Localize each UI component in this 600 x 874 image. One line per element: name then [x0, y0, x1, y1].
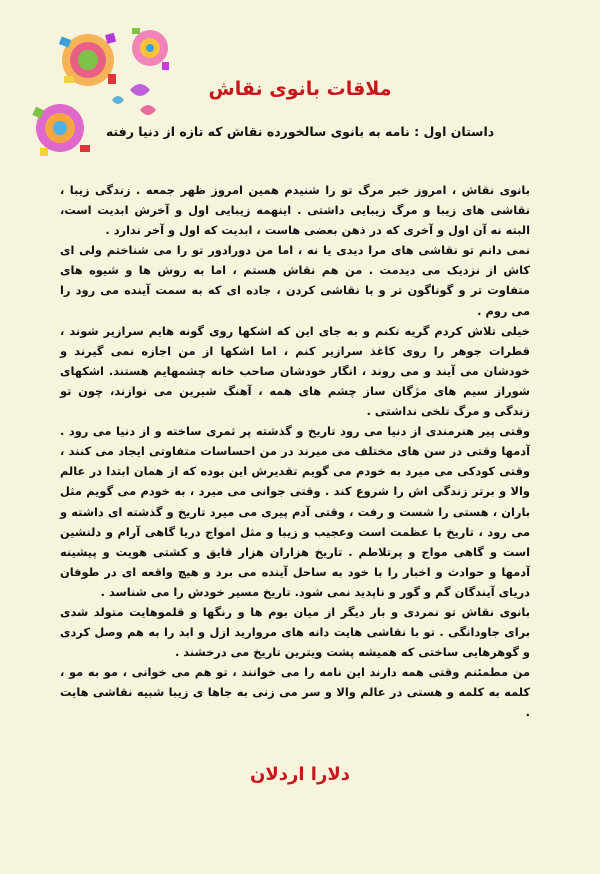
paragraph: من مطمئنم وقتی همه دارند این نامه را می خوانند ، تو هم می خوانی ، مو به مو ، کلمه به کلمه و هستی در عالم والا و سر می زنی به جاها ی زیبا شبیه نقاشی هایت . — [60, 665, 530, 720]
flower-small-top — [132, 28, 169, 70]
letter-body — [60, 180, 530, 723]
signature: دلارا اردلان — [250, 764, 350, 785]
paragraph: خیلی تلاش کردم گریه نکنم و به جای این که اشکها روی گونه هایم سرازیر شوند ، قطرات جوهر را روی کاغذ سرازیر کنم ، اما اشکها از من اجازه نمی گیرند و خودشان می آیند و می روند ، انگار خودشان صاحب خانه چشمهایم هستند. اشکهای شوراز سیم های مژگان ساز چشم های همه ، آهنگ شیرین می نوازند، چون تو زندگی و مرگ تلخی نداشتی . — [60, 323, 530, 419]
paragraph: وقتی پیر هنرمندی از دنیا می رود تاریخ و گذشته پر ثمری ساخته و از دنیا می رود . آدمها وقتی در سن های مختلف می میرند در من احساسات متفاوتی ایجاد می کنند ، وقتی کودکی می میرد به خودم می گویم تقدیرش این بوده که از همان ابتدا در عالم والا و برتر زندگی اش را شروع کند . وقتی جوانی می میرد ، به خودم می گویم مثل باران ، هستی را شست و رفت ، وقتی آدم پیری می میرد تاریخ و گذشته ای داشته و می رود ، تاریخ با عظمت است وعجیب و زیبا و مثل امواج دریا گاهی آرام و دلنشین است و گاهی مواج و پرتلاطم . تاریخ هزاران هزار قایق و کشتی هویت و پیشینه آدمها و حوادث و اخبار را با خود به ساحل آینده می برد و هیچ واقعه ای در طوفان دریای آیندگان گم و گور و ناپدید نمی شود. تاریخ مسیر خودش را می شناسد . — [60, 424, 530, 599]
paragraph: بانوی نقاش تو نمردی و بار دیگر از میان بوم ها و رنگها و قلموهایت متولد شدی برای جاودانگی . تو با نقاشی هایت دانه های مروارید ازل و ابد را به هم وصل کردی و گوهرهایی ساختی که همیشه پشت ویترین تاریخ می درخشند . — [60, 604, 530, 660]
paragraph: بانوی نقاش ، امروز خبر مرگ تو را شنیدم همین امروز ظهر جمعه . زندگی زیبا ، نقاشی های زیبا و مرگ زیبایی داشتی . اینهمه زیبایی اول و آخرش ابدیت است، البته نه آن اول و آخری که در ذهن بعضی هاست ، ابدیت که اول و آخر ندارد . — [60, 183, 530, 238]
page-title: ملاقات بانوی نقاش — [208, 78, 392, 100]
paragraph: نمی دانم تو نقاشی های مرا دیدی یا نه ، اما من دورادور تو را می شناختم ولی ای کاش از نزدیک می دیدمت . من هم نقاش هستم ، اما به روش ها و شیوه های متفاوت تر و گوناگون تر و با نقاشی کردن ، جاده ای که به سمت آینده می رود را می روم . — [60, 243, 530, 318]
subtitle: داستان اول : نامه به بانوی سالخورده نقاش که تازه از دنیا رفته — [105, 124, 495, 139]
